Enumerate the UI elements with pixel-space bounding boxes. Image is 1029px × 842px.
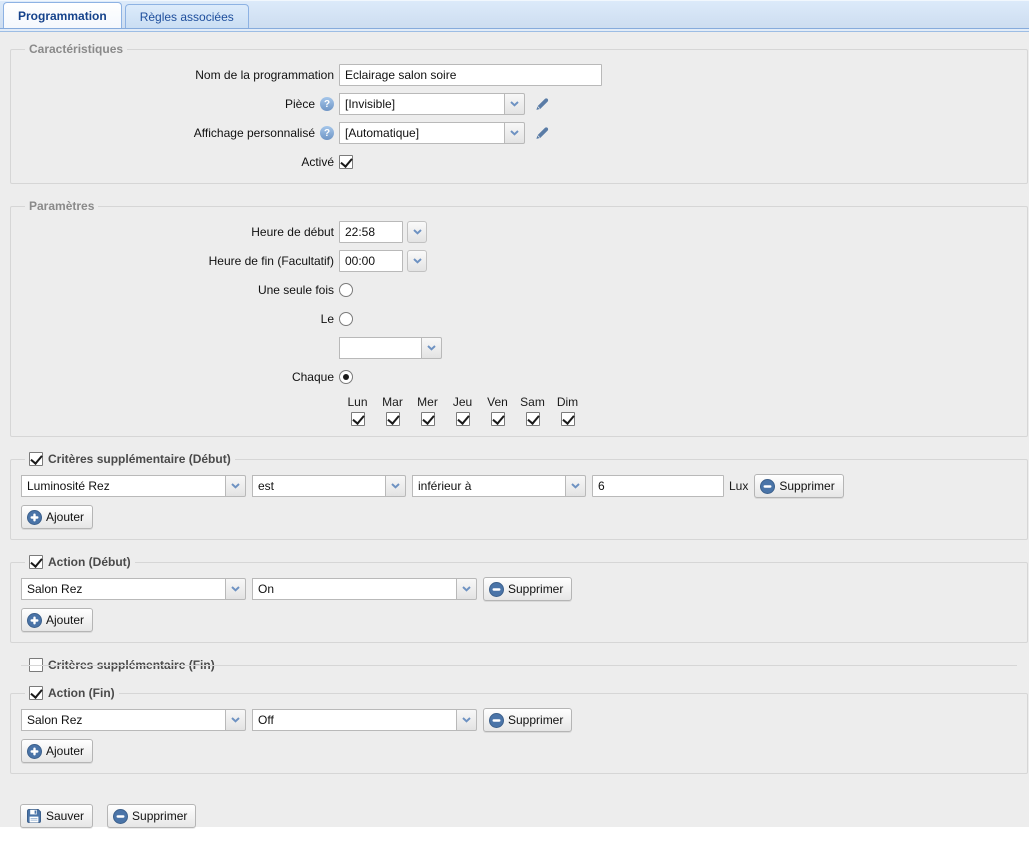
name-label: Nom de la programmation bbox=[195, 68, 334, 82]
tab-programmation[interactable]: Programmation bbox=[3, 2, 122, 28]
criteria-add-label: Ajouter bbox=[46, 510, 85, 524]
day-label-mar: Mar bbox=[382, 395, 403, 409]
display-label bbox=[21, 126, 339, 140]
each-radio[interactable] bbox=[339, 370, 353, 384]
action-start-value: On bbox=[252, 578, 456, 600]
action-fin-legend-text: Action (Fin) bbox=[48, 686, 115, 700]
room-label bbox=[21, 97, 339, 111]
minus-circle-icon bbox=[760, 479, 775, 494]
criteres-fin-legend-text: Critères supplémentaire (Fin) bbox=[48, 658, 215, 672]
end-time-label: Heure de fin (Facultatif) bbox=[208, 254, 334, 268]
footer-actions bbox=[20, 804, 1028, 828]
display-edit-pencil-icon[interactable] bbox=[534, 125, 550, 141]
tab-regles-associees[interactable]: Règles associées bbox=[125, 4, 249, 28]
day-label-dim: Dim bbox=[556, 395, 579, 409]
action-debut-legend-text: Action (Début) bbox=[48, 555, 131, 569]
plus-circle-icon bbox=[27, 744, 42, 759]
fieldset-action-fin bbox=[10, 686, 1028, 774]
action-start-add-label: Ajouter bbox=[46, 613, 85, 627]
action-start-value-select[interactable] bbox=[252, 578, 477, 600]
day-checkbox-mer[interactable] bbox=[421, 412, 435, 426]
plus-circle-icon bbox=[27, 510, 42, 525]
delete-button[interactable] bbox=[107, 804, 196, 828]
chevron-down-icon[interactable] bbox=[225, 475, 246, 497]
enabled-checkbox[interactable] bbox=[339, 155, 353, 169]
on-date-radio[interactable] bbox=[339, 312, 353, 326]
criteres-fin-divider bbox=[21, 665, 1017, 666]
criteria-value-input[interactable] bbox=[592, 475, 724, 497]
plus-circle-icon bbox=[27, 613, 42, 628]
start-time-label: Heure de début bbox=[251, 225, 334, 239]
day-label-jeu: Jeu bbox=[452, 395, 473, 409]
fieldset-criteres-fin bbox=[10, 658, 1028, 674]
criteria-comparator-value: inférieur à bbox=[412, 475, 565, 497]
chevron-down-icon[interactable] bbox=[504, 93, 525, 115]
enabled-label: Activé bbox=[301, 155, 334, 169]
save-label: Sauver bbox=[46, 809, 85, 823]
display-select-value: [Automatique] bbox=[339, 122, 504, 144]
criteria-device-select[interactable] bbox=[21, 475, 246, 497]
floppy-disk-icon bbox=[26, 808, 42, 824]
tab-bar bbox=[0, 0, 1029, 29]
minus-circle-icon bbox=[489, 582, 504, 597]
action-end-device-value: Salon Rez bbox=[21, 709, 225, 731]
date-select-value bbox=[339, 337, 421, 359]
criteres-debut-checkbox[interactable] bbox=[29, 452, 43, 466]
action-end-value: Off bbox=[252, 709, 456, 731]
fieldset-criteres-debut bbox=[10, 452, 1028, 540]
criteria-operator-value: est bbox=[252, 475, 385, 497]
day-checkbox-ven[interactable] bbox=[491, 412, 505, 426]
room-select-value: [Invisible] bbox=[339, 93, 504, 115]
criteria-comparator-select[interactable] bbox=[412, 475, 586, 497]
name-input[interactable] bbox=[339, 64, 602, 86]
chevron-down-icon[interactable] bbox=[385, 475, 406, 497]
action-end-delete-label: Supprimer bbox=[508, 713, 564, 727]
criteria-unit-label: Lux bbox=[729, 479, 749, 493]
action-debut-legend bbox=[25, 555, 135, 569]
save-button[interactable] bbox=[20, 804, 93, 828]
day-label-mer: Mer bbox=[417, 395, 438, 409]
day-label-lun: Lun bbox=[347, 395, 368, 409]
action-end-add-label: Ajouter bbox=[46, 744, 85, 758]
start-time-chevron-down-icon[interactable] bbox=[407, 221, 427, 243]
action-end-device-select[interactable] bbox=[21, 709, 246, 731]
action-end-delete-button[interactable] bbox=[483, 708, 572, 732]
action-start-device-value: Salon Rez bbox=[21, 578, 225, 600]
day-checkbox-sam[interactable] bbox=[526, 412, 540, 426]
chevron-down-icon[interactable] bbox=[565, 475, 586, 497]
weekday-group bbox=[344, 395, 1017, 426]
chevron-down-icon[interactable] bbox=[504, 122, 525, 144]
chevron-down-icon[interactable] bbox=[456, 578, 477, 600]
display-help-icon[interactable]: ? bbox=[320, 126, 334, 140]
start-time-input[interactable] bbox=[339, 221, 403, 243]
end-time-input[interactable] bbox=[339, 250, 403, 272]
caracteristiques-legend: Caractéristiques bbox=[29, 42, 124, 56]
criteria-delete-button[interactable] bbox=[754, 474, 843, 498]
form-content bbox=[0, 32, 1029, 827]
chevron-down-icon[interactable] bbox=[456, 709, 477, 731]
room-label-text: Pièce bbox=[284, 97, 315, 111]
room-help-icon[interactable]: ? bbox=[320, 97, 334, 111]
on-date-label: Le bbox=[320, 312, 334, 326]
action-start-delete-label: Supprimer bbox=[508, 582, 564, 596]
day-checkbox-lun[interactable] bbox=[351, 412, 365, 426]
chevron-down-icon[interactable] bbox=[421, 337, 442, 359]
action-end-add-button[interactable] bbox=[21, 739, 93, 763]
day-checkbox-jeu[interactable] bbox=[456, 412, 470, 426]
criteres-debut-legend-text: Critères supplémentaire (Début) bbox=[48, 452, 231, 466]
chevron-down-icon[interactable] bbox=[225, 578, 246, 600]
action-fin-legend bbox=[25, 686, 119, 700]
date-select[interactable] bbox=[339, 337, 442, 359]
action-fin-checkbox[interactable] bbox=[29, 686, 43, 700]
minus-circle-icon bbox=[113, 809, 128, 824]
action-start-add-button[interactable] bbox=[21, 608, 93, 632]
once-radio[interactable] bbox=[339, 283, 353, 297]
criteria-device-value: Luminosité Rez bbox=[21, 475, 225, 497]
criteria-operator-select[interactable] bbox=[252, 475, 406, 497]
criteria-delete-label: Supprimer bbox=[779, 479, 835, 493]
parametres-legend: Paramètres bbox=[29, 199, 95, 213]
display-select[interactable] bbox=[339, 122, 525, 144]
chevron-down-icon[interactable] bbox=[225, 709, 246, 731]
room-edit-pencil-icon[interactable] bbox=[534, 96, 550, 112]
end-time-chevron-down-icon[interactable] bbox=[407, 250, 427, 272]
action-start-delete-button[interactable] bbox=[483, 577, 572, 601]
fieldset-action-debut bbox=[10, 555, 1028, 643]
day-label-sam: Sam bbox=[520, 395, 545, 409]
delete-label: Supprimer bbox=[132, 809, 188, 823]
display-label-text: Affichage personnalisé bbox=[193, 126, 315, 140]
day-label-ven: Ven bbox=[487, 395, 508, 409]
room-select[interactable] bbox=[339, 93, 525, 115]
once-label: Une seule fois bbox=[257, 283, 334, 297]
criteres-debut-legend bbox=[25, 452, 235, 466]
action-end-value-select[interactable] bbox=[252, 709, 477, 731]
minus-circle-icon bbox=[489, 713, 504, 728]
day-checkbox-mar[interactable] bbox=[386, 412, 400, 426]
each-label: Chaque bbox=[291, 370, 334, 384]
fieldset-caracteristiques bbox=[10, 42, 1028, 184]
day-checkbox-dim[interactable] bbox=[561, 412, 575, 426]
criteria-add-button[interactable] bbox=[21, 505, 93, 529]
fieldset-parametres bbox=[10, 199, 1028, 437]
action-start-device-select[interactable] bbox=[21, 578, 246, 600]
action-debut-checkbox[interactable] bbox=[29, 555, 43, 569]
